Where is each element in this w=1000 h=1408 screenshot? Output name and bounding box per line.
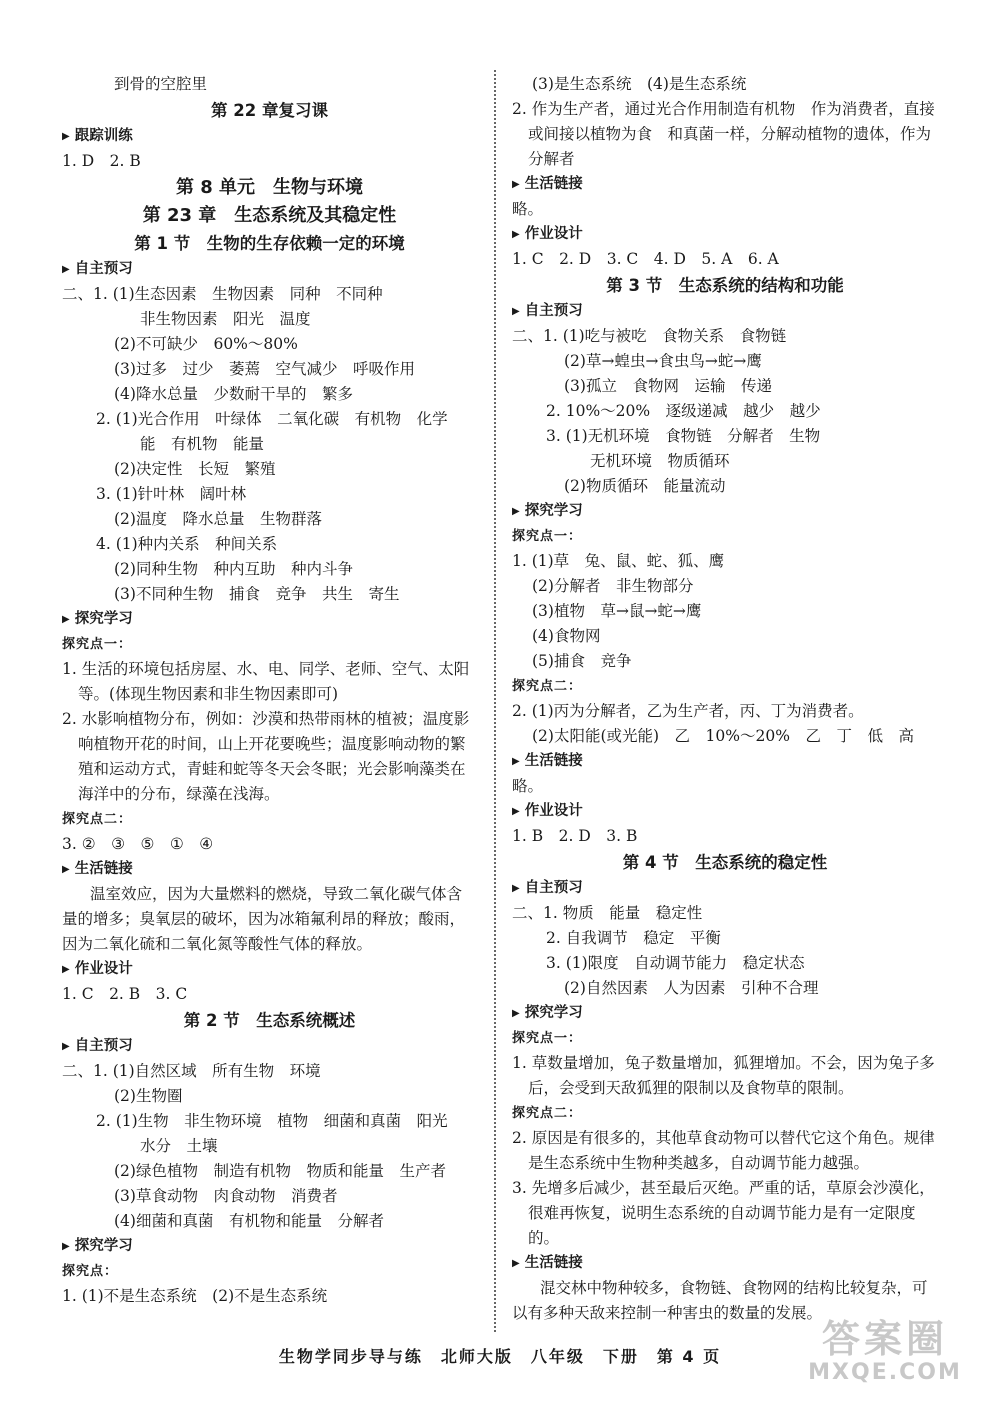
- section-label: ▶ 自主预习: [62, 1034, 477, 1059]
- text-line: 二、1. (1)自然区域 所有生物 环境: [62, 1062, 321, 1080]
- text-line: (5)捕食 竞争: [532, 652, 632, 670]
- text-line: 略。: [512, 200, 544, 218]
- text-line: 1. (1)不是生态系统 (2)不是生态系统: [62, 1287, 328, 1305]
- text-line: 1. C 2. B 3. C: [62, 985, 188, 1003]
- watermark-bottom-text: MXQE.COM: [808, 1360, 962, 1385]
- text-line: 二、1. (1)生态因素 生物因素 同种 不同种: [62, 285, 383, 303]
- text-line: 1. C 2. D 3. C 4. D 5. A 6. A: [512, 250, 779, 268]
- answer-paragraph: 3. 先增多后减少，甚至最后灭绝。严重的话，草原会沙漠化，很难再恢复，说明生态系统的自动调节能力是有一定限度的。: [512, 1179, 935, 1247]
- text-line: (3)草食动物 肉食动物 消费者: [114, 1187, 338, 1205]
- text-line: (2)绿色植物 制造有机物 物质和能量 生产者: [114, 1162, 446, 1180]
- section-label: ▶ 自主预习: [512, 299, 938, 324]
- text-line: 非生物因素 阳光 温度: [140, 310, 311, 328]
- section-label: ▶ 探究学习: [512, 499, 938, 524]
- text-line: 3. (1)无机环境 食物链 分解者 生物: [546, 427, 821, 445]
- text-line: 2. (1)丙为分解者，乙为生产者，丙、丁为消费者。: [512, 702, 864, 720]
- answer-paragraph: 2. 作为生产者，通过光合作用制造有机物 作为消费者，直接或间接以植物为食 和真菌一样，分解动植物的遗体，作为分解者: [512, 100, 935, 168]
- text-line: 4. (1)种内关系 种间关系: [96, 535, 278, 553]
- text-line: 3. (1)针叶林 阔叶林: [96, 485, 247, 503]
- text-line: (2)同种生物 种内互助 种内斗争: [114, 560, 353, 578]
- section-label: ▶ 作业设计: [512, 799, 938, 824]
- text-line: (4)细菌和真菌 有机物和能量 分解者: [114, 1212, 384, 1230]
- section-label: ▶ 生活链接: [512, 172, 938, 197]
- watermark-top-text: 答案圈: [821, 1317, 948, 1361]
- text-line: 能 有机物 能量: [140, 435, 265, 453]
- text-line: 2. (1)光合作用 叶绿体 二氧化碳 有机物 化学: [96, 410, 448, 428]
- answer-paragraph: 混交林中物种较多，食物链、食物网的结构比较复杂，可以有多种天敌来控制一种害虫的数量的发展。: [512, 1279, 928, 1322]
- section-label: ▶ 探究学习: [62, 1234, 477, 1259]
- text-line: 2. 自我调节 稳定 平衡: [546, 929, 721, 947]
- text-line: (3)植物 草→鼠→蛇→鹰: [532, 602, 702, 620]
- section-label: ▶ 作业设计: [62, 957, 477, 982]
- text-line: (2)决定性 长短 繁殖: [114, 460, 276, 478]
- section-label: ▶ 自主预习: [62, 257, 477, 282]
- text-line: (3)不同种生物 捕食 竞争 共生 寄生: [114, 585, 400, 603]
- subsection-label: 探究点一：: [512, 529, 583, 544]
- answer-paragraph: 2. 原因是有很多的，其他草食动物可以替代它这个角色。规律是生态系统中生物种类越多，自动调节能力越强。: [512, 1129, 935, 1172]
- section-heading: 第 4 节 生态系统的稳定性: [622, 853, 828, 872]
- text-line: (2)太阳能(或光能) 乙 10%～20% 乙 丁 低 高: [532, 727, 914, 745]
- text-line: 二、1. 物质 能量 稳定性: [512, 904, 703, 922]
- text-line: 3. (1)限度 自动调节能力 稳定状态: [546, 954, 805, 972]
- text-line: 1. D 2. B: [62, 152, 141, 170]
- text-line: 无机环境 物质循环: [590, 452, 730, 470]
- subsection-label: 探究点二：: [512, 1106, 583, 1121]
- section-label: ▶ 自主预习: [512, 876, 938, 901]
- section-heading: 第 1 节 生物的生存依赖一定的环境: [134, 234, 405, 253]
- unit-heading: 第 8 单元 生物与环境: [175, 177, 364, 198]
- text-line: 2. 10%～20% 逐级递减 越少 越少: [546, 402, 821, 420]
- section-label: ▶ 生活链接: [512, 749, 938, 774]
- right-column: [512, 72, 938, 1326]
- unit-heading: 第 23 章 生态系统及其稳定性: [142, 205, 397, 226]
- subsection-label: 探究点一：: [62, 637, 133, 652]
- subsection-label: 探究点二：: [512, 679, 583, 694]
- section-label: ▶ 生活链接: [512, 1251, 938, 1276]
- answer-paragraph: 1. 生活的环境包括房屋、水、电、同学、老师、空气、太阳等。(体现生物因素和非生物因素即可): [62, 660, 470, 703]
- text-line: (3)孤立 食物网 运输 传递: [564, 377, 772, 395]
- text-line: (2)物质循环 能量流动: [564, 477, 726, 495]
- answer-paragraph: 1. 草数量增加，兔子数量增加，狐狸增加。不会，因为兔子多后，会受到天敌狐狸的限制以及食物草的限制。: [512, 1054, 935, 1097]
- text-line: (3)过多 过少 萎蔫 空气减少 呼吸作用: [114, 360, 415, 378]
- column-divider: [494, 70, 496, 1332]
- text-line: 略。: [512, 777, 544, 795]
- text-line: 3. ② ③ ⑤ ① ④: [62, 835, 214, 853]
- page-footer: 生物学同步导与练 北师大版 八年级 下册 第 4 页: [278, 1347, 722, 1366]
- text-line: (4)降水总量 少数耐干旱的 繁多: [114, 385, 353, 403]
- text-line: (2)草→蝗虫→食虫鸟→蛇→鹰: [564, 352, 762, 370]
- section-heading: 第 3 节 生态系统的结构和功能: [606, 276, 844, 295]
- text-line: (2)自然因素 人为因素 引种不合理: [564, 979, 819, 997]
- answer-paragraph: 温室效应，因为大量燃料的燃烧，导致二氧化碳气体含量的增多；臭氧层的破坏，因为冰箱氟利昂的释放；酸雨，因为二氧化硫和二氧化氮等酸性气体的释放。: [62, 885, 466, 953]
- section-label: ▶ 作业设计: [512, 222, 938, 247]
- text-line: (3)是生态系统 (4)是生态系统: [532, 75, 747, 93]
- subsection-label: 探究点：: [62, 1264, 119, 1279]
- text-line: 1. B 2. D 3. B: [512, 827, 638, 845]
- section-label: ▶ 探究学习: [512, 1001, 938, 1026]
- subsection-label: 探究点一：: [512, 1031, 583, 1046]
- section-label: ▶ 生活链接: [62, 857, 477, 882]
- section-label: ▶ 探究学习: [62, 607, 477, 632]
- text-line: 1. (1)草 兔、鼠、蛇、狐、鹰: [512, 552, 725, 570]
- text-line: (2)不可缺少 60%～80%: [114, 335, 298, 353]
- answer-paragraph: 2. 水影响植物分布，例如：沙漠和热带雨林的植被；温度影响植物开花的时间，山上开花要晚些；温度影响动物的繁殖和运动方式，青蛙和蛇等冬天会冬眠；光会影响藻类在海洋中的分布，绿藻在浅海。: [62, 710, 470, 803]
- text-line: 水分 土壤: [140, 1137, 218, 1155]
- subsection-label: 探究点二：: [62, 812, 133, 827]
- section-label: ▶ 跟踪训练: [62, 124, 477, 149]
- watermark-logo: [800, 1318, 970, 1394]
- text-line: (2)生物圈: [114, 1087, 183, 1105]
- text-line: (2)温度 降水总量 生物群落: [114, 510, 322, 528]
- text-line: (2)分解者 非生物部分: [532, 577, 694, 595]
- section-heading: 第 22 章复习课: [211, 101, 328, 120]
- left-column: [62, 72, 477, 1309]
- text-line: (4)食物网: [532, 627, 601, 645]
- text-line: 2. (1)生物 非生物环境 植物 细菌和真菌 阳光: [96, 1112, 448, 1130]
- section-heading: 第 2 节 生态系统概述: [183, 1011, 356, 1030]
- text-line: 到骨的空腔里: [114, 75, 208, 93]
- text-line: 二、1. (1)吃与被吃 食物关系 食物链: [512, 327, 787, 345]
